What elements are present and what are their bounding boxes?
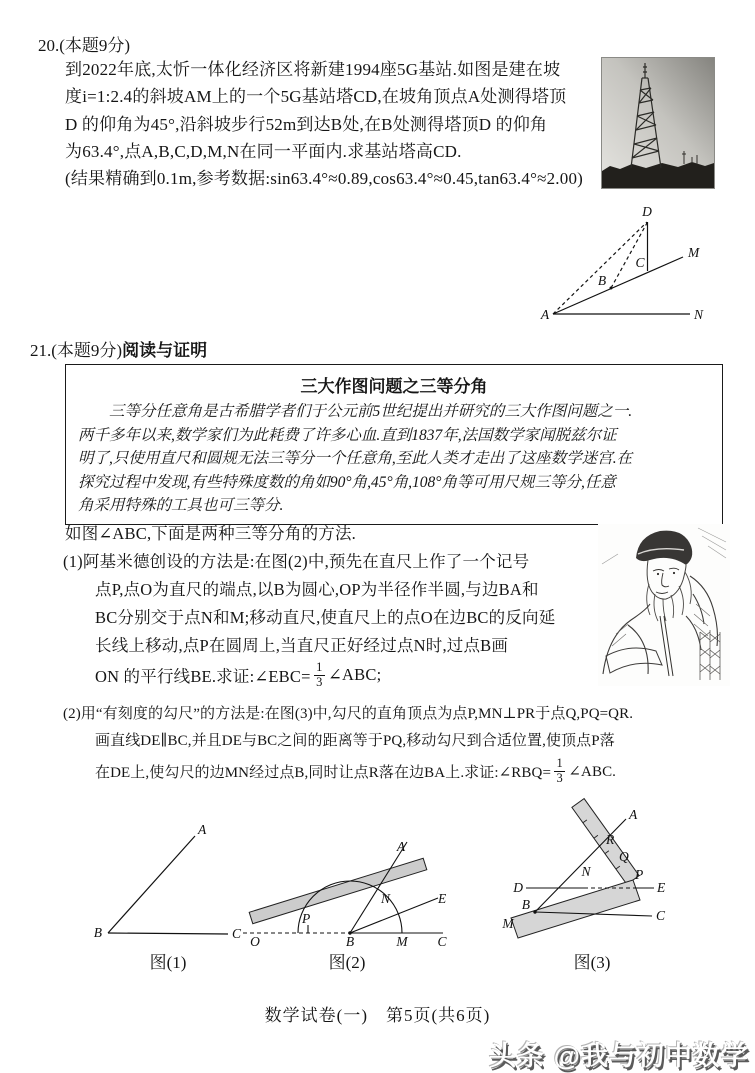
ray-BE [350,898,438,933]
square-arm-lower [511,880,640,938]
figure-2-svg [235,840,450,952]
reading-box [65,364,723,525]
fraction-numerator: 1 [314,661,325,676]
label-A: A [629,807,638,822]
figure-3-caption: 图(3) [573,953,611,972]
fraction-one-third [554,757,565,785]
q21-part1-line4: 长线上移动,点P在圆周上,当直尺正好经过点N时,过点B画 [95,636,509,655]
q21-part1-formula-pre: ON 的平行线BE.求证:∠EBC= [95,667,311,686]
fraction-one-third [314,661,325,689]
q21-part2-formula [95,753,616,789]
q21-part2-formula-pre: 在DE上,使勾尺的边MN经过点B,同时让点R落在边BA上.求证:∠RBQ= [95,764,552,781]
label-B: B [345,934,355,949]
label-B: B [93,925,102,940]
label-P: P [302,911,311,926]
q20-line-2: 度i=1:2.4的斜坡AM上的一个5G基站塔CD,在坡角顶点A处测得塔顶 [65,87,567,107]
q21-intro: 如图∠ABC,下面是两种三等分角的方法. [65,524,357,543]
label-E: E [657,880,666,895]
label-B: B [521,897,530,912]
q20-figure [528,193,708,331]
label-C: C [635,255,645,270]
archimedes-portrait-image [598,524,730,686]
label-A: A [540,307,550,322]
label-M: M [396,934,408,949]
q21-part1-line1: (1)阿基米德创设的方法是:在图(2)中,预先在直尺上作了一个记号 [63,552,530,571]
q20-line-1: 到2022年底,太忻一体化经济区将新建1994座5G基站.如图是建在坡 [65,60,561,79]
box-line-5: 角采用特殊的工具也可三等分. [78,497,284,515]
right-eye [673,572,675,574]
label-D: D [513,880,523,895]
figure-2-caption: 图(2) [328,953,366,972]
q20-text [65,56,610,192]
fraction-denominator: 3 [316,674,323,689]
box-line-1: 三等分任意角是古希腊学者们于公元前5世纪提出并研究的三大作图问题之一. [78,403,633,420]
q20-line-5: (结果精确到0.1m,参考数据:sin63.4°≈0.89,cos63.4°≈0.45,tan63.4°≈2.00) [65,169,584,189]
box-line-4: 探究过程中发现,有些特殊度数的角如90°角,45°角,108°角等可用尺规三等分,任意 [78,473,616,491]
ruler-strip [249,858,427,923]
figure-1-caption: 图(1) [149,953,187,972]
label-B: B [597,273,607,288]
label-M: M [688,245,700,260]
fraction-denominator: 3 [556,770,563,785]
figure-3 [488,795,708,953]
q21-part2-line2: 画直线DE∥BC,并且DE与BC之间的距离等于PQ,移动勾尺到合适位置,使顶点P落 [95,733,615,749]
label-N: N [581,864,591,879]
ray-BA [108,836,195,933]
point-B [533,910,536,913]
figure-3-svg [488,795,708,953]
label-D: D [642,204,652,219]
q21-header [30,336,207,361]
label-A: A [396,840,406,854]
label-O: O [250,934,260,949]
left-eye [657,573,659,575]
q20-number: 20.(本题9分) [38,36,131,55]
label-M: M [502,916,514,931]
tower-photo [602,58,714,188]
point-B [610,287,613,290]
q21-heading: 阅读与证明 [122,341,208,360]
figure-1 [58,818,248,943]
q21-part1-line2: 点P,点O为直尺的端点,以B为圆心,OP为半径作半圆,与边BA和 [95,580,539,599]
label-C: C [437,934,447,949]
label-Q: Q [619,849,629,864]
archimedes-portrait [598,524,730,686]
tower-photo-image [602,58,714,188]
q21-part2-formula-post: ∠ABC. [568,763,617,780]
watermark: 头条 @我与初中数学 [489,1041,749,1071]
label-A: A [198,822,207,837]
reading-box-body [66,397,722,524]
q20-line-3: D 的仰角为45°,沿斜坡步行52m到达B处,在B处测得塔顶D 的仰角 [65,114,548,134]
ray-BC [108,933,228,934]
q21-number: 21.(本题9分) [30,341,123,360]
label-N: N [381,891,391,906]
reading-box-title: 三大作图问题之三等分角 [300,377,488,396]
q21-part1-formula-post: ∠ABC; [328,665,382,684]
box-line-3: 明了,只使用直尺和圆规无法三等分一个任意角,至此人类才走出了这座数学迷宫.在 [78,450,633,468]
label-E: E [438,891,447,906]
q21-part1-line3: BC分别交于点N和M;移动直尺,使直尺上的点O在边BC的反向延 [95,608,556,627]
q21-part1-formula [95,658,381,692]
fraction-numerator: 1 [554,757,565,772]
figure-2 [235,840,450,952]
q20-line-4: 为63.4°,点A,B,C,D,M,N在同一平面内.求基站塔高CD. [65,141,462,161]
figure-1-svg [58,818,248,943]
q20-figure-svg [528,193,708,331]
label-P: P [635,867,644,882]
q21-part2-line1: (2)用“有刻度的勾尺”的方法是:在图(3)中,勾尺的直角顶点为点P,MN⊥PR于点Q,PQ=QR. [63,706,634,722]
box-line-2: 两千多年以来,数学家们为此耗费了许多心血.直到1837年,法国数学家闻脱兹尔证 [78,426,617,444]
label-N: N [694,307,704,322]
line-AM [553,257,683,314]
label-C: C [232,926,242,941]
sightline-AD [553,222,647,314]
label-C: C [656,908,666,923]
page-footer: 数学试卷(一) 第5页(共6页) [264,1006,491,1025]
label-R: R [606,832,615,847]
